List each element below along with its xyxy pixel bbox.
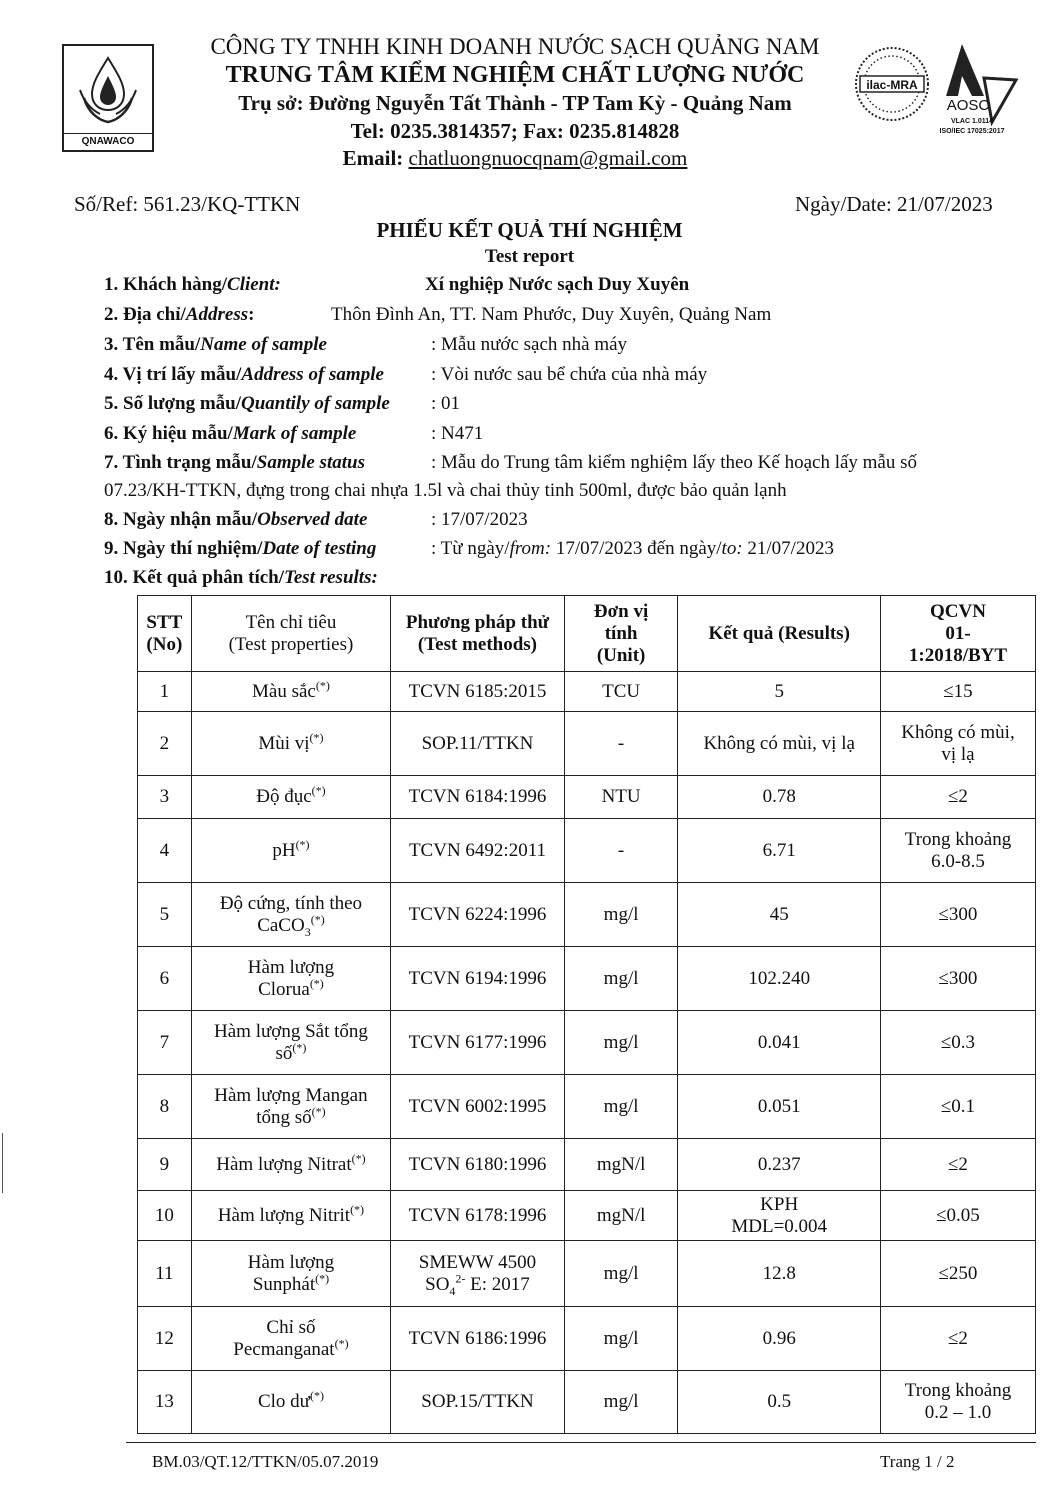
cell-unit: mgN/l (564, 1139, 678, 1191)
aosc-triangle-icon (932, 40, 1022, 140)
cell-no: 1 (138, 672, 192, 712)
report-subtitle: Test report (484, 246, 575, 267)
cell-unit: mg/l (564, 947, 678, 1011)
cell-no: 3 (138, 776, 192, 819)
cell-property: Độ cứng, tính theo CaCO$_3$(*) (191, 883, 390, 947)
cell-property: Hàm lượng Mangan tổng số(*) (191, 1075, 390, 1139)
cell-result: 0.78 (678, 776, 881, 819)
cell-result: 12.8 (678, 1241, 881, 1307)
table-row (138, 1075, 1036, 1139)
cell-property: Màu sắc(*) (191, 672, 390, 712)
company-logo (62, 44, 154, 152)
info-location-label: 4. Vị trí lấy mẫu/Address of sample (104, 364, 384, 385)
table-row (138, 1139, 1036, 1191)
info-received-value: : 17/07/2023 (431, 509, 528, 530)
table-row (138, 712, 1036, 776)
cell-method: TCVN 6185:2015 (391, 672, 565, 712)
water-drop-icon (78, 54, 138, 126)
company-name: CÔNG TY TNHH KINH DOANH NƯỚC SẠCH QUẢNG NAM (210, 34, 820, 59)
info-mark-value: : N471 (431, 423, 484, 444)
cell-method: TCVN 6180:1996 (391, 1139, 565, 1191)
cell-result: 0.96 (678, 1307, 881, 1371)
cell-standard: ≤300 (880, 947, 1035, 1011)
report-date: Ngày/Date: 21/07/2023 (795, 192, 993, 216)
cell-result: 0.051 (678, 1075, 881, 1139)
footer-divider (126, 1442, 1036, 1443)
cell-method: TCVN 6002:1995 (391, 1075, 565, 1139)
cell-standard: Trong khoảng 6.0-8.5 (880, 819, 1035, 883)
info-quantity-value: : 01 (431, 393, 461, 414)
cell-result: 45 (678, 883, 881, 947)
cell-unit: mg/l (564, 1307, 678, 1371)
info-received-label: 8. Ngày nhận mẫu/Observed date (104, 509, 368, 530)
cell-unit: - (564, 712, 678, 776)
cell-property: pH(*) (191, 819, 390, 883)
cell-no: 9 (138, 1139, 192, 1191)
cell-property: Clo dư(*) (191, 1371, 390, 1434)
cell-property: Hàm lượng Clorua(*) (191, 947, 390, 1011)
aosc-vlac: VLAC 1.0114 (950, 118, 994, 125)
cell-result: 0.041 (678, 1011, 881, 1075)
header-standard: QCVN 01- 1:2018/BYT (880, 596, 1035, 672)
info-client-label: 1. Khách hàng/Client: (104, 274, 281, 295)
table-row (138, 1307, 1036, 1371)
cell-no: 10 (138, 1191, 192, 1241)
ilac-seal-icon (852, 44, 932, 124)
aosc-text: AOSC (946, 97, 990, 114)
cell-property: Hàm lượng Sunphát(*) (191, 1241, 390, 1307)
cell-method: TCVN 6186:1996 (391, 1307, 565, 1371)
contact-phone: Tel: 0235.3814357; Fax: 0235.814828 (350, 119, 680, 143)
cell-result: Không có mùi, vị lạ (678, 712, 881, 776)
cell-no: 7 (138, 1011, 192, 1075)
cell-unit: mg/l (564, 1371, 678, 1434)
cell-unit: mgN/l (564, 1191, 678, 1241)
cell-standard: ≤15 (880, 672, 1035, 712)
cell-method: TCVN 6184:1996 (391, 776, 565, 819)
cell-no: 13 (138, 1371, 192, 1434)
ilac-text: ilac-MRA (866, 78, 918, 92)
header-unit: Đơn vị tính (Unit) (564, 596, 678, 672)
cell-unit: - (564, 819, 678, 883)
info-mark-label: 6. Ký hiệu mẫu/Mark of sample (104, 423, 357, 444)
info-status-label: 7. Tình trạng mẫu/Sample status (104, 452, 365, 473)
cell-property: Hàm lượng Nitrat(*) (191, 1139, 390, 1191)
table-row (138, 883, 1036, 947)
table-row (138, 1011, 1036, 1075)
info-quantity-label: 5. Số lượng mẫu/Quantily of sample (104, 393, 390, 414)
cell-standard: ≤2 (880, 1307, 1035, 1371)
form-code: BM.03/QT.12/TTKN/05.07.2019 (152, 1452, 379, 1471)
cell-unit: mg/l (564, 1011, 678, 1075)
cell-standard: ≤0.3 (880, 1011, 1035, 1075)
table-header-row (138, 596, 1036, 672)
info-address-label: 2. Địa chỉ/Address: (104, 304, 255, 325)
cell-property: Độ đục(*) (191, 776, 390, 819)
center-name: TRUNG TÂM KIỂM NGHIỆM CHẤT LƯỢNG NƯỚC (225, 62, 805, 88)
cell-no: 2 (138, 712, 192, 776)
cell-result: 5 (678, 672, 881, 712)
info-testing-value: : Từ ngày/from: 17/07/2023 đến ngày/to: 21/07/2023 (431, 538, 834, 559)
table-row (138, 672, 1036, 712)
cell-property: Hàm lượng Nitrit(*) (191, 1191, 390, 1241)
cell-method: TCVN 6178:1996 (391, 1191, 565, 1241)
cell-method: SOP.15/TTKN (391, 1371, 565, 1434)
cell-unit: mg/l (564, 1241, 678, 1307)
table-row (138, 947, 1036, 1011)
cell-result: 102.240 (678, 947, 881, 1011)
aosc-logo (932, 40, 1022, 140)
cell-unit: mg/l (564, 883, 678, 947)
cell-standard: ≤2 (880, 1139, 1035, 1191)
cell-method: TCVN 6194:1996 (391, 947, 565, 1011)
cell-property: Mùi vị(*) (191, 712, 390, 776)
cell-result: 6.71 (678, 819, 881, 883)
cell-method: TCVN 6492:2011 (391, 819, 565, 883)
cell-unit: mg/l (564, 1075, 678, 1139)
header-methods: Phương pháp thử (Test methods) (391, 596, 565, 672)
info-results-label: 10. Kết quả phân tích/Test results: (104, 567, 378, 588)
info-testing-label: 9. Ngày thí nghiệm/Date of testing (104, 538, 377, 559)
info-client-value: Xí nghiệp Nước sạch Duy Xuyên (425, 274, 690, 295)
cell-no: 6 (138, 947, 192, 1011)
head-office-address: Trụ sở: Đường Nguyễn Tất Thành - TP Tam Kỳ - Quảng Nam (238, 91, 792, 115)
info-location-value: : Vòi nước sau bể chứa của nhà máy (431, 364, 708, 385)
table-row (138, 1191, 1036, 1241)
header-result: Kết quả (Results) (678, 596, 881, 672)
email-label: Email: (342, 146, 404, 170)
cell-unit: NTU (564, 776, 678, 819)
reference-number: Số/Ref: 561.23/KQ-TTKN (74, 192, 301, 216)
logo-text: QNAWACO (64, 133, 152, 147)
cell-no: 8 (138, 1075, 192, 1139)
cell-no: 5 (138, 883, 192, 947)
cell-unit: TCU (564, 672, 678, 712)
cell-property: Chỉ số Pecmanganat(*) (191, 1307, 390, 1371)
table-row (138, 819, 1036, 883)
info-name-value: : Mẫu nước sạch nhà máy (431, 334, 628, 355)
cell-no: 11 (138, 1241, 192, 1307)
cell-standard: Trong khoảng 0.2 – 1.0 (880, 1371, 1035, 1434)
header-properties: Tên chỉ tiêu (Test properties) (191, 596, 390, 672)
cell-result: 0.5 (678, 1371, 881, 1434)
cell-method: SOP.11/TTKN (391, 712, 565, 776)
table-row (138, 1371, 1036, 1434)
info-status-value: : Mẫu do Trung tâm kiểm nghiệm lấy theo Kế hoạch lấy mẫu số (431, 452, 918, 473)
email-link[interactable]: chatluongnuocqnam@gmail.com (408, 146, 688, 170)
scan-edge-mark (2, 1133, 3, 1193)
table-row (138, 1241, 1036, 1307)
cell-property: Hàm lượng Sắt tổng số(*) (191, 1011, 390, 1075)
results-table (137, 595, 1036, 1434)
info-address-value: Thôn Đình An, TT. Nam Phước, Duy Xuyên, Quảng Nam (331, 304, 772, 325)
page-number: Trang 1 / 2 (880, 1452, 955, 1471)
cell-standard: ≤0.1 (880, 1075, 1035, 1139)
cell-method: TCVN 6224:1996 (391, 883, 565, 947)
cell-result: 0.237 (678, 1139, 881, 1191)
cell-result: KPH MDL=0.004 (678, 1191, 881, 1241)
contact-email (160, 146, 870, 171)
table-row (138, 776, 1036, 819)
ilac-mra-logo (852, 44, 932, 124)
cell-standard: ≤250 (880, 1241, 1035, 1307)
cell-method: TCVN 6177:1996 (391, 1011, 565, 1075)
info-name-label: 3. Tên mẫu/Name of sample (104, 334, 327, 355)
report-title: PHIẾU KẾT QUẢ THÍ NGHIỆM (376, 218, 683, 242)
cell-standard: Không có mùi, vị lạ (880, 712, 1035, 776)
aosc-iso: ISO/IEC 17025:2017 (939, 128, 1005, 135)
cell-standard: ≤300 (880, 883, 1035, 947)
cell-standard: ≤2 (880, 776, 1035, 819)
cell-standard: ≤0.05 (880, 1191, 1035, 1241)
cell-no: 4 (138, 819, 192, 883)
cell-method: SMEWW 4500 $SO_4^{2-}$ E: 2017 (391, 1241, 565, 1307)
cell-no: 12 (138, 1307, 192, 1371)
info-status-value-cont: 07.23/KH-TTKN, đựng trong chai nhựa 1.5l và chai thủy tinh 500ml, được bảo quản lạnh (104, 480, 787, 501)
header-no: STT (No) (138, 596, 192, 672)
